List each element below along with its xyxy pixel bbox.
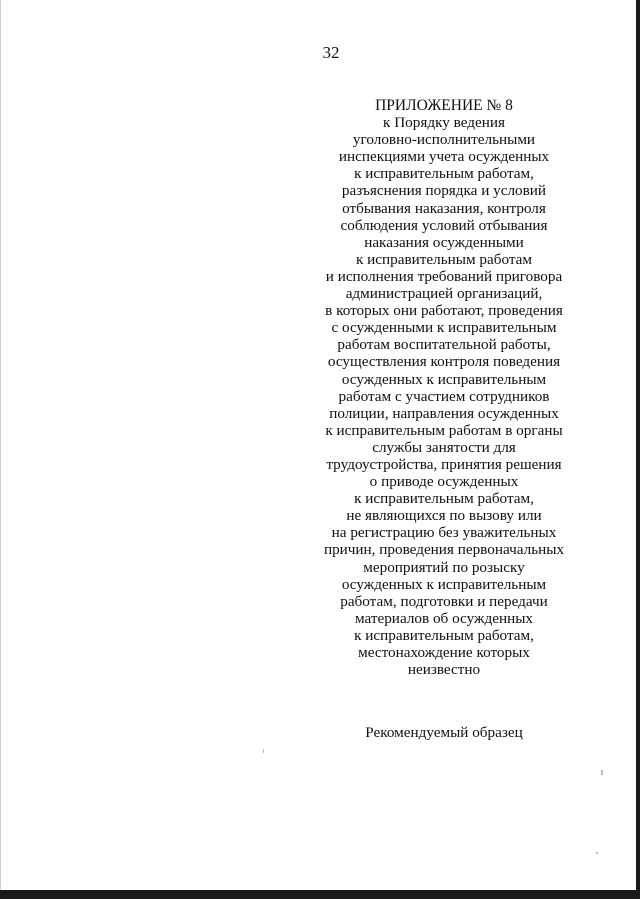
appendix-line: к исправительным работам, (354, 490, 534, 508)
appendix-line: не являющихся по вызову или (346, 507, 542, 525)
appendix-line: осуществления контроля поведения (327, 353, 561, 371)
scan-speck (601, 770, 603, 775)
appendix-header (269, 97, 619, 678)
sample-note: Рекомендуемый образец (365, 724, 523, 741)
appendix-line: с осужденными к исправительным (331, 319, 557, 337)
appendix-line: трудоустройства, принятия решения (326, 455, 562, 473)
appendix-line: разъяснения порядка и условий (341, 182, 547, 200)
appendix-title: ПРИЛОЖЕНИЕ № 8 (375, 97, 513, 114)
appendix-line: работам, подготовки и передачи (340, 592, 548, 610)
appendix-line: неизвестно (407, 661, 481, 679)
appendix-line: и исполнения требований приговора (325, 267, 563, 285)
appendix-line: полиции, направления осужденных (329, 404, 559, 422)
scan-speck (263, 749, 264, 753)
appendix-line: осужденных к исправительным (341, 575, 547, 593)
appendix-line: уголовно-исполнительными (352, 131, 536, 149)
appendix-line: соблюдения условий отбывания (340, 216, 548, 234)
appendix-line: инспекциями учета осужденных (338, 148, 550, 166)
scan-speck (596, 852, 598, 854)
appendix-line: наказания осужденными (364, 233, 524, 251)
appendix-line: к исправительным работам, (354, 626, 534, 644)
appendix-line: к исправительным работам (355, 250, 533, 268)
appendix-line: к исправительным работам, (354, 165, 534, 183)
appendix-line: к Порядку ведения (383, 114, 505, 132)
appendix-line: работам с участием сотрудников (338, 387, 550, 405)
appendix-line: на регистрацию без уважительных (331, 524, 557, 542)
appendix-line: к исправительным работам в органы (325, 421, 563, 439)
appendix-line: причин, проведения первоначальных (323, 541, 565, 559)
appendix-line: службы занятости для (372, 438, 516, 456)
appendix-line: администрацией организаций, (345, 285, 543, 303)
appendix-line: мероприятий по розыску (363, 558, 525, 576)
appendix-line: отбывания наказания, контроля (342, 199, 546, 217)
appendix-line: в которых они работают, проведения (325, 302, 563, 320)
appendix-line: материалов об осужденных (354, 609, 533, 627)
appendix-line: осужденных к исправительным (341, 370, 547, 388)
appendix-line: местонахождение которых (358, 644, 530, 661)
appendix-line: о приводе осужденных (369, 473, 519, 491)
appendix-line: работам воспитательной работы, (337, 336, 551, 354)
page-number: 32 (322, 43, 340, 62)
